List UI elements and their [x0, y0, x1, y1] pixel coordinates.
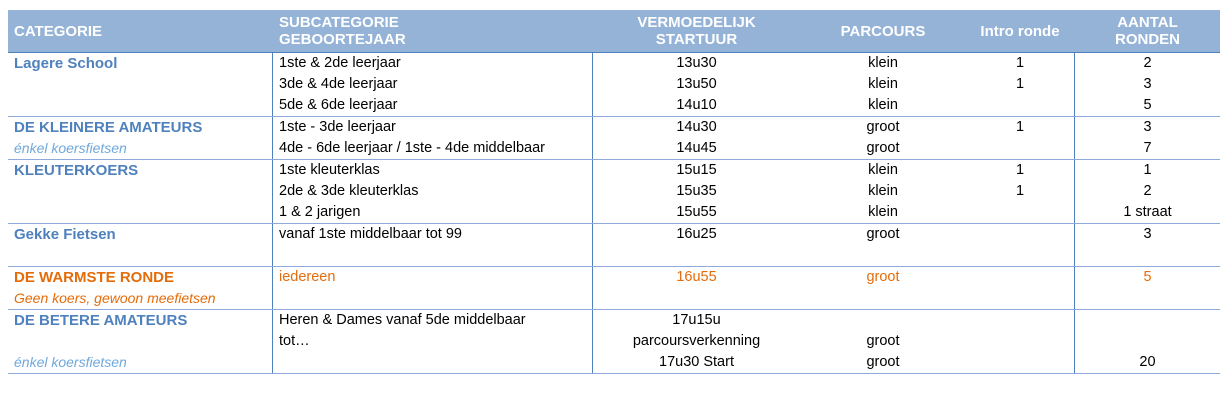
intro-ronde-cell-column	[966, 267, 1074, 309]
aantal-ronden-cell: 5	[1143, 97, 1152, 113]
intro-ronde-cell-column	[966, 224, 1074, 266]
subcategory-cell	[279, 352, 592, 373]
aantal-ronden-cell-column	[1074, 224, 1220, 266]
startuur-cell-column	[592, 267, 800, 309]
table-group	[8, 117, 1220, 160]
category-name: Gekke Fietsen	[14, 226, 116, 243]
header-subcat-line2: GEBOORTEJAAR	[279, 31, 406, 48]
category-name: KLEUTERKOERS	[14, 162, 139, 179]
parcours-cell: groot	[866, 226, 900, 242]
table-group	[8, 224, 1220, 267]
schedule-table	[8, 10, 1220, 374]
parcours-cell-column	[800, 224, 966, 266]
intro-ronde-cell: 1	[1015, 55, 1025, 71]
aantal-ronden-cell: 3	[1143, 119, 1152, 135]
startuur-cell-column	[592, 117, 800, 159]
aantal-ronden-cell: 1	[1143, 162, 1152, 178]
startuur-cell	[593, 245, 800, 266]
category-name: DE BETERE AMATEURS	[14, 312, 188, 329]
intro-ronde-cell	[966, 202, 1074, 223]
aantal-ronden-cell: 1 straat	[1123, 204, 1172, 220]
table-group	[8, 53, 1220, 117]
subcategory-cell: 3de & 4de leerjaar	[279, 76, 398, 92]
parcours-cell: klein	[868, 97, 898, 113]
startuur-cell-column	[592, 53, 800, 116]
subcategory-cell: vanaf 1ste middelbaar tot 99	[279, 226, 462, 242]
subcategory-cell: 2de & 3de kleuterklas	[279, 183, 419, 199]
table-group	[8, 267, 1220, 310]
parcours-cell: groot	[866, 354, 900, 370]
intro-ronde-cell	[966, 267, 1074, 288]
subcategory-cell-column	[272, 267, 592, 309]
parcours-cell-column	[800, 310, 966, 373]
aantal-ronden-cell-column	[1074, 53, 1220, 116]
parcours-cell: klein	[868, 204, 898, 220]
table-body	[8, 53, 1220, 374]
table-group	[8, 160, 1220, 224]
parcours-cell	[800, 310, 966, 331]
header-intro-ronde: Intro ronde	[980, 22, 1060, 40]
parcours-cell: klein	[868, 76, 898, 92]
aantal-ronden-cell: 3	[1143, 226, 1152, 242]
startuur-cell: parcoursverkenning	[632, 333, 761, 349]
intro-ronde-cell-column	[966, 160, 1074, 223]
parcours-cell: klein	[868, 55, 898, 71]
intro-ronde-cell	[966, 352, 1074, 373]
aantal-ronden-cell	[1075, 288, 1220, 309]
intro-ronde-cell: 1	[1015, 119, 1025, 135]
category-cell	[8, 224, 272, 266]
startuur-cell-column	[592, 310, 800, 373]
intro-ronde-cell	[966, 224, 1074, 245]
subcategory-cell: iedereen	[279, 269, 336, 285]
intro-ronde-cell	[966, 310, 1074, 331]
category-cell	[8, 310, 272, 373]
category-name: DE KLEINERE AMATEURS	[14, 119, 203, 136]
category-cell	[8, 53, 272, 116]
startuur-cell: 17u15u	[672, 312, 721, 328]
intro-ronde-cell: 1	[1015, 162, 1025, 178]
parcours-cell: klein	[868, 183, 898, 199]
intro-ronde-cell-column	[966, 310, 1074, 373]
subcategory-cell: Heren & Dames vanaf 5de middelbaar	[279, 312, 526, 328]
aantal-ronden-cell	[1075, 331, 1220, 352]
aantal-ronden-cell-column	[1074, 267, 1220, 309]
table-header	[8, 10, 1220, 53]
header-aantal-ronden	[1074, 10, 1220, 52]
category-name: Lagere School	[14, 55, 118, 72]
header-parcours: PARCOURS	[840, 22, 926, 40]
parcours-cell	[800, 245, 966, 266]
startuur-cell: 13u30	[676, 55, 717, 71]
startuur-cell: 14u30	[676, 119, 717, 135]
header-start-line2: STARTUUR	[655, 31, 738, 48]
category-note: Geen koers, gewoon meefietsen	[14, 290, 216, 306]
startuur-cell-column	[592, 224, 800, 266]
category-note: énkel koersfietsen	[14, 140, 127, 156]
aantal-ronden-cell: 3	[1143, 76, 1152, 92]
intro-ronde-cell	[966, 331, 1074, 352]
subcategory-cell	[279, 245, 592, 266]
subcategory-cell-column	[272, 117, 592, 159]
parcours-cell: klein	[868, 162, 898, 178]
subcategory-cell-column	[272, 224, 592, 266]
parcours-cell-column	[800, 160, 966, 223]
subcategory-cell-column	[272, 53, 592, 116]
category-cell	[8, 117, 272, 159]
header-start-line1: VERMOEDELIJK	[637, 14, 756, 31]
parcours-cell: groot	[866, 119, 900, 135]
parcours-cell: groot	[866, 140, 900, 156]
header-aantal-line2: RONDEN	[1114, 31, 1180, 48]
table-group	[8, 310, 1220, 374]
aantal-ronden-cell	[1075, 310, 1220, 331]
startuur-cell: 13u50	[676, 76, 717, 92]
parcours-cell-column	[800, 117, 966, 159]
startuur-cell: 15u35	[676, 183, 717, 199]
parcours-cell-column	[800, 53, 966, 116]
aantal-ronden-cell: 2	[1143, 55, 1152, 71]
parcours-cell: groot	[866, 333, 900, 349]
aantal-ronden-cell: 5	[1143, 269, 1152, 285]
aantal-ronden-cell	[1075, 245, 1220, 266]
startuur-cell: 14u10	[676, 97, 717, 113]
subcategory-cell-column	[272, 310, 592, 373]
startuur-cell: 15u15	[676, 162, 717, 178]
header-subcat-line1: SUBCATEGORIE	[279, 14, 399, 31]
aantal-ronden-cell-column	[1074, 117, 1220, 159]
intro-ronde-cell: 1	[1015, 183, 1025, 199]
intro-ronde-cell-column	[966, 53, 1074, 116]
parcours-cell-column	[800, 267, 966, 309]
subcategory-cell: 1ste kleuterklas	[279, 162, 380, 178]
intro-ronde-cell	[966, 95, 1074, 116]
subcategory-cell: 5de & 6de leerjaar	[279, 97, 398, 113]
intro-ronde-cell	[966, 288, 1074, 309]
header-startuur	[592, 10, 800, 52]
category-name: DE WARMSTE RONDE	[14, 269, 175, 286]
parcours-cell	[800, 288, 966, 309]
aantal-ronden-cell: 2	[1143, 183, 1152, 199]
header-aantal-line1: AANTAL	[1117, 14, 1178, 31]
header-categorie: CATEGORIE	[14, 22, 103, 40]
startuur-cell: 16u25	[676, 226, 717, 242]
parcours-cell: groot	[866, 269, 900, 285]
subcategory-cell: 1ste & 2de leerjaar	[279, 55, 401, 71]
intro-ronde-cell: 1	[1015, 76, 1025, 92]
spacer	[14, 331, 272, 352]
aantal-ronden-cell-column	[1074, 160, 1220, 223]
startuur-cell	[593, 288, 800, 309]
startuur-cell: 17u30 Start	[659, 354, 734, 370]
subcategory-cell: 1ste - 3de leerjaar	[279, 119, 396, 135]
intro-ronde-cell-column	[966, 117, 1074, 159]
startuur-cell: 14u45	[676, 140, 717, 156]
startuur-cell-column	[592, 160, 800, 223]
subcategory-cell-column	[272, 160, 592, 223]
aantal-ronden-cell-column	[1074, 310, 1220, 373]
aantal-ronden-cell: 20	[1139, 354, 1156, 370]
category-cell	[8, 267, 272, 309]
intro-ronde-cell	[966, 138, 1074, 159]
header-subcategorie	[272, 10, 592, 52]
category-note: énkel koersfietsen	[14, 354, 127, 370]
subcategory-cell: 1 & 2 jarigen	[279, 204, 361, 220]
startuur-cell: 16u55	[676, 269, 717, 285]
category-cell	[8, 160, 272, 223]
intro-ronde-cell	[966, 245, 1074, 266]
startuur-cell: 15u55	[676, 204, 717, 220]
subcategory-cell: 4de - 6de leerjaar / 1ste - 4de middelbaar	[279, 140, 545, 156]
subcategory-cell: tot…	[279, 333, 310, 349]
subcategory-cell	[279, 288, 592, 309]
aantal-ronden-cell: 7	[1143, 140, 1152, 156]
